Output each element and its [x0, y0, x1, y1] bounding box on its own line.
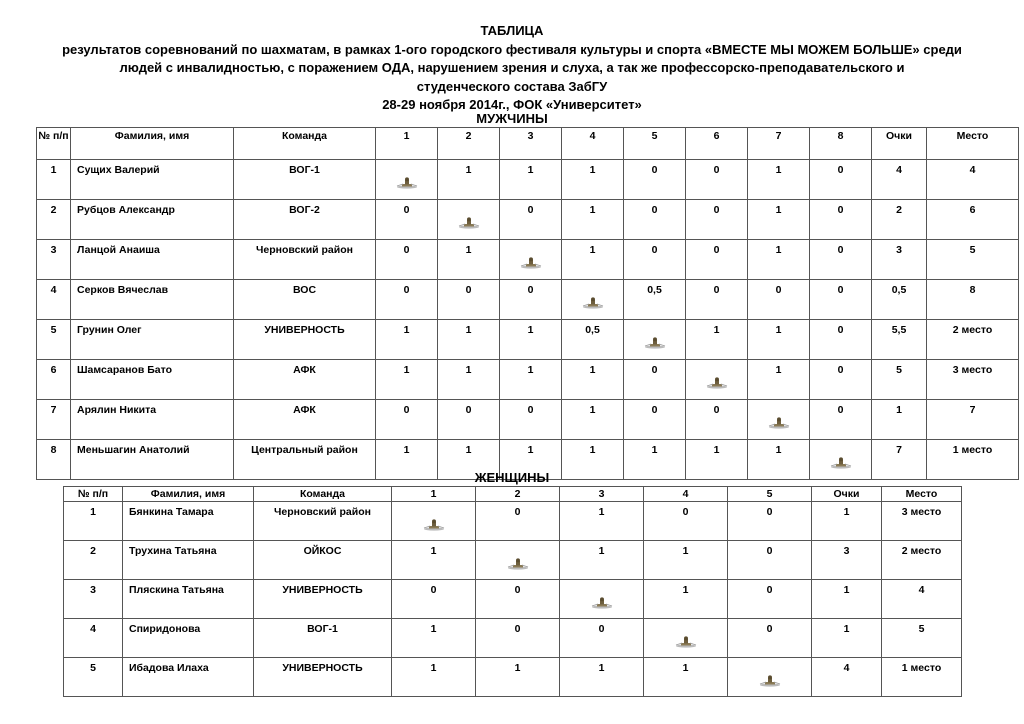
place: 1 место	[927, 440, 1019, 480]
game-result: 0	[438, 400, 500, 440]
player-name: Арялин Никита	[71, 400, 234, 440]
place: 5	[927, 240, 1019, 280]
points: 1	[812, 580, 882, 619]
points: 1	[812, 619, 882, 658]
place: 8	[927, 280, 1019, 320]
men-header-0: № п/п	[37, 128, 71, 160]
table-row	[37, 360, 1019, 400]
game-result: 0	[644, 502, 728, 541]
game-result: 1	[438, 320, 500, 360]
team-name: АФК	[234, 360, 376, 400]
game-result: 1	[376, 360, 438, 400]
player-name: Пляскина Татьяна	[123, 580, 254, 619]
women-header-7: 5	[728, 487, 812, 502]
game-result: 1	[560, 502, 644, 541]
self-match-cell	[728, 658, 812, 697]
men-header-3: 1	[376, 128, 438, 160]
chess-piece-icon	[395, 177, 419, 189]
team-name: Черновский район	[234, 240, 376, 280]
row-number: 4	[37, 280, 71, 320]
men-header-6: 4	[562, 128, 624, 160]
game-result: 0	[624, 240, 686, 280]
document-title: ТАБЛИЦА	[480, 23, 544, 38]
game-result: 1	[686, 440, 748, 480]
table-row	[64, 658, 962, 697]
women-header-0: № п/п	[64, 487, 123, 502]
game-result: 1	[376, 320, 438, 360]
game-result: 0,5	[562, 320, 624, 360]
game-result: 1	[438, 160, 500, 200]
game-result: 1	[624, 440, 686, 480]
men-header-5: 3	[500, 128, 562, 160]
chess-piece-icon	[758, 675, 782, 687]
game-result: 1	[500, 320, 562, 360]
team-name: ВОС	[234, 280, 376, 320]
table-row	[37, 320, 1019, 360]
place: 4	[927, 160, 1019, 200]
self-match-cell	[392, 502, 476, 541]
women-header-3: 1	[392, 487, 476, 502]
team-name: УНИВЕРНОСТЬ	[254, 580, 392, 619]
points: 3	[872, 240, 927, 280]
row-number: 1	[64, 502, 123, 541]
row-number: 2	[37, 200, 71, 240]
women-header-5: 3	[560, 487, 644, 502]
men-header-4: 2	[438, 128, 500, 160]
game-result: 0	[376, 280, 438, 320]
team-name: АФК	[234, 400, 376, 440]
game-result: 0	[500, 200, 562, 240]
game-result: 1	[644, 658, 728, 697]
men-header-10: 8	[810, 128, 872, 160]
game-result: 0	[728, 580, 812, 619]
place: 1 место	[882, 658, 962, 697]
game-result: 1	[500, 160, 562, 200]
game-result: 0	[624, 200, 686, 240]
player-name: Ибадова Илаха	[123, 658, 254, 697]
row-number: 7	[37, 400, 71, 440]
game-result: 1	[476, 658, 560, 697]
table-row	[37, 160, 1019, 200]
game-result: 0	[810, 360, 872, 400]
document-subtitle-line-3: студенческого состава ЗабГУ	[416, 78, 608, 94]
game-result: 0	[748, 280, 810, 320]
game-result: 0	[810, 280, 872, 320]
game-result: 0	[686, 240, 748, 280]
men-header-8: 6	[686, 128, 748, 160]
chess-piece-icon	[457, 217, 481, 229]
row-number: 4	[64, 619, 123, 658]
points: 5,5	[872, 320, 927, 360]
document-date-venue: 28-29 ноября 2014г., ФОК «Университет»	[382, 97, 642, 112]
self-match-cell	[376, 160, 438, 200]
game-result: 1	[748, 440, 810, 480]
player-name: Шамсаранов Бато	[71, 360, 234, 400]
game-result: 0	[376, 240, 438, 280]
game-result: 0	[810, 320, 872, 360]
row-number: 3	[64, 580, 123, 619]
row-number: 1	[37, 160, 71, 200]
place: 7	[927, 400, 1019, 440]
self-match-cell	[644, 619, 728, 658]
chess-piece-icon	[581, 297, 605, 309]
self-match-cell	[748, 400, 810, 440]
place: 2 место	[882, 541, 962, 580]
table-row	[64, 502, 962, 541]
men-header-12: Место	[927, 128, 1019, 160]
game-result: 1	[392, 541, 476, 580]
game-result: 0	[476, 502, 560, 541]
game-result: 0	[560, 619, 644, 658]
table-row	[37, 240, 1019, 280]
document-subtitle-line-2: людей с инвалидностью, с поражением ОДА, нарушением зрения и слуха, а так же профессорско-преподавательского и	[119, 60, 905, 75]
table-row	[64, 580, 962, 619]
game-result: 1	[392, 658, 476, 697]
team-name: Черновский район	[254, 502, 392, 541]
game-result: 1	[748, 240, 810, 280]
row-number: 8	[37, 440, 71, 480]
game-result: 0	[810, 240, 872, 280]
game-result: 1	[644, 580, 728, 619]
place: 3 место	[882, 502, 962, 541]
player-name: Сущих Валерий	[71, 160, 234, 200]
chess-piece-icon	[674, 636, 698, 648]
team-name: Центральный район	[234, 440, 376, 480]
self-match-cell	[624, 320, 686, 360]
women-header-2: Команда	[254, 487, 392, 502]
game-result: 0	[686, 280, 748, 320]
place: 4	[882, 580, 962, 619]
women-header-8: Очки	[812, 487, 882, 502]
men-section-title: МУЖЧИНЫ	[476, 111, 548, 126]
game-result: 1	[748, 360, 810, 400]
chess-piece-icon	[767, 417, 791, 429]
game-result: 0	[624, 160, 686, 200]
row-number: 5	[37, 320, 71, 360]
place: 2 место	[927, 320, 1019, 360]
men-header-9: 7	[748, 128, 810, 160]
game-result: 1	[438, 240, 500, 280]
points: 2	[872, 200, 927, 240]
men-header-row	[37, 128, 1019, 160]
row-number: 5	[64, 658, 123, 697]
table-row	[37, 280, 1019, 320]
team-name: ОЙКОС	[254, 541, 392, 580]
men-header-11: Очки	[872, 128, 927, 160]
game-result: 0	[686, 200, 748, 240]
men-header-2: Команда	[234, 128, 376, 160]
self-match-cell	[438, 200, 500, 240]
place: 5	[882, 619, 962, 658]
game-result: 0	[438, 280, 500, 320]
points: 3	[812, 541, 882, 580]
game-result: 1	[748, 200, 810, 240]
game-result: 1	[562, 400, 624, 440]
game-result: 1	[560, 541, 644, 580]
game-result: 0	[500, 400, 562, 440]
table-row	[64, 541, 962, 580]
chess-piece-icon	[519, 257, 543, 269]
game-result: 1	[748, 320, 810, 360]
points: 0,5	[872, 280, 927, 320]
player-name: Трухина Татьяна	[123, 541, 254, 580]
chess-piece-icon	[705, 377, 729, 389]
self-match-cell	[686, 360, 748, 400]
team-name: ВОГ-2	[234, 200, 376, 240]
team-name: ВОГ-1	[254, 619, 392, 658]
game-result: 1	[500, 440, 562, 480]
table-row	[37, 400, 1019, 440]
women-header-1: Фамилия, имя	[123, 487, 254, 502]
points: 5	[872, 360, 927, 400]
women-section-title: ЖЕНЩИНЫ	[474, 470, 550, 485]
game-result: 1	[562, 200, 624, 240]
game-result: 0,5	[624, 280, 686, 320]
self-match-cell	[476, 541, 560, 580]
game-result: 0	[500, 280, 562, 320]
points: 4	[872, 160, 927, 200]
game-result: 0	[728, 541, 812, 580]
game-result: 0	[624, 360, 686, 400]
game-result: 1	[376, 440, 438, 480]
game-result: 1	[562, 240, 624, 280]
self-match-cell	[500, 240, 562, 280]
row-number: 2	[64, 541, 123, 580]
game-result: 0	[728, 619, 812, 658]
chess-piece-icon	[829, 457, 853, 469]
player-name: Серков Вячеслав	[71, 280, 234, 320]
game-result: 0	[810, 200, 872, 240]
player-name: Рубцов Александр	[71, 200, 234, 240]
women-results-table	[63, 486, 962, 697]
table-row	[37, 200, 1019, 240]
game-result: 0	[686, 400, 748, 440]
team-name: УНИВЕРНОСТЬ	[254, 658, 392, 697]
women-header-row	[64, 487, 962, 502]
player-name: Ланцой Анаиша	[71, 240, 234, 280]
game-result: 0	[686, 160, 748, 200]
points: 4	[812, 658, 882, 697]
player-name: Бянкина Тамара	[123, 502, 254, 541]
team-name: ВОГ-1	[234, 160, 376, 200]
game-result: 1	[560, 658, 644, 697]
game-result: 1	[438, 440, 500, 480]
game-result: 0	[728, 502, 812, 541]
women-header-6: 4	[644, 487, 728, 502]
game-result: 1	[562, 160, 624, 200]
game-result: 0	[810, 400, 872, 440]
points: 1	[872, 400, 927, 440]
game-result: 1	[562, 360, 624, 400]
game-result: 0	[624, 400, 686, 440]
self-match-cell	[560, 580, 644, 619]
game-result: 1	[748, 160, 810, 200]
row-number: 3	[37, 240, 71, 280]
game-result: 1	[562, 440, 624, 480]
game-result: 0	[392, 580, 476, 619]
game-result: 1	[392, 619, 476, 658]
men-header-7: 5	[624, 128, 686, 160]
points: 1	[812, 502, 882, 541]
chess-piece-icon	[506, 558, 530, 570]
men-results-table	[36, 127, 1019, 480]
game-result: 1	[500, 360, 562, 400]
women-header-9: Место	[882, 487, 962, 502]
team-name: УНИВЕРНОСТЬ	[234, 320, 376, 360]
table-row	[64, 619, 962, 658]
player-name: Грунин Олег	[71, 320, 234, 360]
game-result: 1	[686, 320, 748, 360]
document-heading	[0, 22, 1024, 115]
player-name: Меньшагин Анатолий	[71, 440, 234, 480]
chess-piece-icon	[643, 337, 667, 349]
game-result: 1	[438, 360, 500, 400]
women-header-4: 2	[476, 487, 560, 502]
points: 7	[872, 440, 927, 480]
men-header-1: Фамилия, имя	[71, 128, 234, 160]
game-result: 0	[476, 580, 560, 619]
game-result: 0	[476, 619, 560, 658]
place: 6	[927, 200, 1019, 240]
game-result: 1	[644, 541, 728, 580]
document-subtitle-line-1: результатов соревнований по шахматам, в рамках 1-ого городского фестиваля культуры и спорта «ВМЕСТЕ МЫ МОЖЕМ БОЛЬШЕ» среди	[62, 41, 962, 57]
chess-piece-icon	[590, 597, 614, 609]
game-result: 0	[376, 400, 438, 440]
game-result: 0	[810, 160, 872, 200]
player-name: Спиридонова	[123, 619, 254, 658]
self-match-cell	[562, 280, 624, 320]
place: 3 место	[927, 360, 1019, 400]
chess-piece-icon	[422, 519, 446, 531]
row-number: 6	[37, 360, 71, 400]
game-result: 0	[376, 200, 438, 240]
